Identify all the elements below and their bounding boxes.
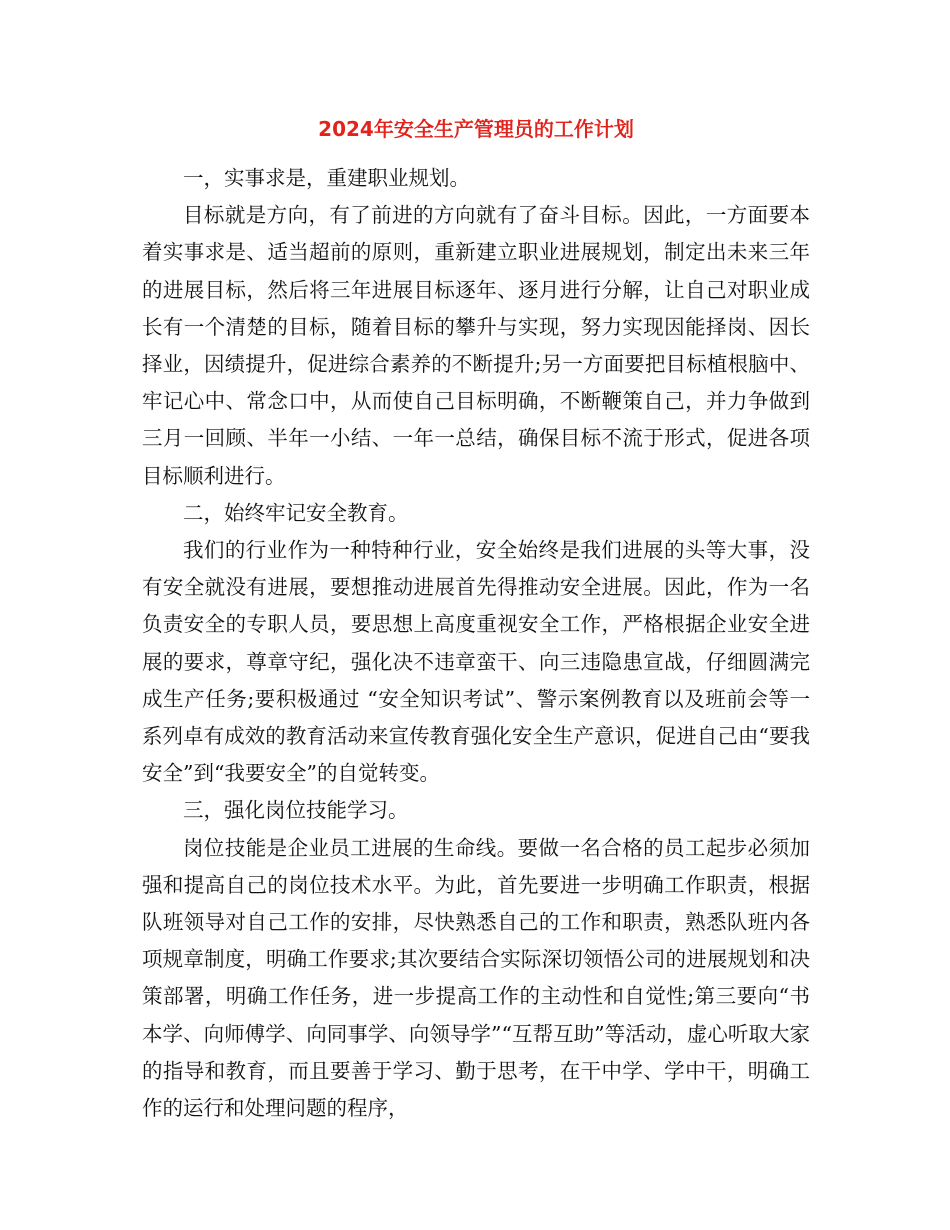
section-2-heading: 二，始终牢记安全教育。 [183,500,409,525]
section-1-heading: 一，实事求是，重建职业规划。 [183,166,470,190]
section-1-body: 目标就是方向，有了前进的方向就有了奋斗目标。因此，一方面要本着实事求是、适当超前的原则，重新建立职业进展规划，制定出未来三年的进展目标，然后将三年进展目标逐年、逐月进行分解，让自己对职业成长有一个清楚的目标，随着目标的攀升与实现，努力实现因能择岗、因长择业，因绩提升，促进综合素养的不断提升;另一方面要把目标植根脑中、牢记心中、常念口中，从而使自己目标明确，不断鞭策自己，并力争做到三月一回顾、半年一小结、一年一总结，确保目标不流于形式，促进各项目标顺利进行。 [142,203,810,488]
document-title: 2024年安全生产管理员的工作计划 [318,117,634,141]
section-2-body: 我们的行业作为一种特种行业，安全始终是我们进展的头等大事，没有安全就没有进展，要想推动进展首先得推动安全进展。因此，作为一名负责安全的专职人员，要思想上高度重视安全工作，严格根据企业安全进展的要求，尊章守纪，强化决不违章蛮干、向三违隐患宣战，仔细圆满完成生产任务;要积极通过 “安全知识考试”、警示案例教育以及班前会等一系列卓有成效的教育活动来宣传教育强化安全生产意识，促进自己由“要我安全”到“我要安全”的自觉转变。 [142,538,810,786]
section-3-body: 岗位技能是企业员工进展的生命线。要做一名合格的员工起步必须加强和提高自己的岗位技术水平。为此，首先要进一步明确工作职责，根据队班领导对自己工作的安排，尽快熟悉自己的工作和职责，熟悉队班内各项规章制度，明确工作要求;其次要结合实际深切领悟公司的进展规划和决策部署，明确工作任务，进一步提高工作的主动性和自觉性;第三要向“书本学、向师傅学、向同事学、向领导学”“互帮互助”等活动，虚心听取大家的指导和教育，而且要善于学习、勤于思考，在干中学、学中干，明确工作的运行和处理问题的程序， [142,835,810,1121]
section-3-heading: 三，强化岗位技能学习。 [183,798,409,823]
document-page [142,112,810,1127]
